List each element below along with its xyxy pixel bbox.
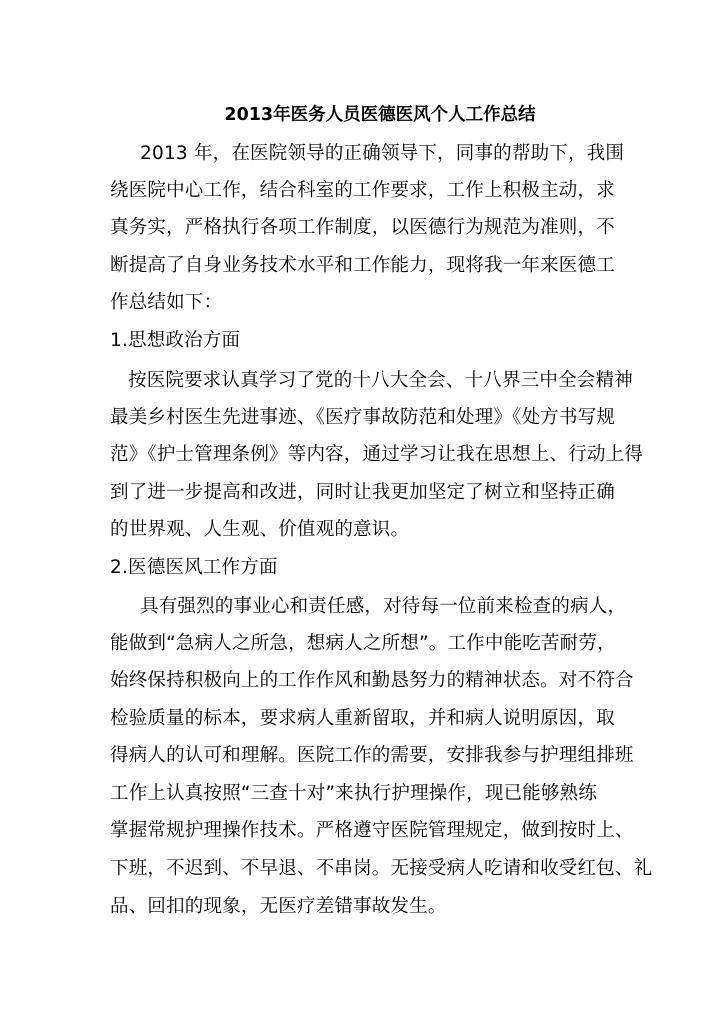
paragraph-line: 检验质量的标本，要求病人重新留取，并和病人说明原因，取 [110, 708, 615, 729]
paragraph-line: 真务实，严格执行各项工作制度，以医德行为规范为准则，不 [110, 217, 615, 238]
paragraph-line: 下班，不迟到、不早退、不串岗。无接受病人吃请和收受红包、礼 [110, 858, 653, 879]
paragraph-line: 品、回扣的现象，无医疗差错事故发生。 [110, 896, 447, 917]
paragraph-line: 到了进一步提高和改进，同时让我更加坚定了树立和坚持正确 [110, 482, 615, 503]
document-title: 2013年医务人员医德医风个人工作总结 [224, 105, 536, 125]
section-heading: 1.思想政治方面 [110, 330, 241, 351]
paragraph-line: 绕医院中心工作，结合科室的工作要求，工作上积极主动，求 [110, 180, 615, 201]
paragraph-line: 掌握常规护理操作技术。严格遵守医院管理规定，做到按时上、 [110, 820, 634, 841]
paragraph-line: 2013 年，在医院领导的正确领导下，同事的帮助下，我围 [140, 143, 625, 164]
paragraph-line: 具有强烈的事业心和责任感，对待每一位前来检查的病人， [140, 596, 627, 617]
paragraph-line: 按医院要求认真学习了党的十八大全会、十八界三中全会精神 [128, 370, 633, 391]
paragraph-line: 能做到“急病人之所急，想病人之所想”。工作中能吃苦耐劳， [110, 633, 616, 654]
paragraph-line: 范》《护士管理条例》等内容，通过学习让我在思想上、行动上得 [110, 444, 644, 465]
section-heading: 2.医德医风工作方面 [110, 557, 278, 578]
paragraph-line: 作总结如下： [110, 292, 223, 313]
paragraph-line: 得病人的认可和理解。医院工作的需要，安排我参与护理组排班 [110, 745, 634, 766]
paragraph-line: 的世界观、人生观、价值观的意识。 [110, 519, 410, 540]
paragraph-line: 始终保持积极向上的工作作风和勤恳努力的精神状态。对不符合 [110, 670, 634, 691]
paragraph-line: 最美乡村医生先进事迹、《医疗事故防范和处理》《处方书写规 [110, 407, 616, 428]
paragraph-line: 工作上认真按照“三查十对”来执行护理操作，现已能够熟练 [110, 783, 598, 804]
paragraph-line: 断提高了自身业务技术水平和工作能力，现将我一年来医德工 [110, 255, 615, 276]
